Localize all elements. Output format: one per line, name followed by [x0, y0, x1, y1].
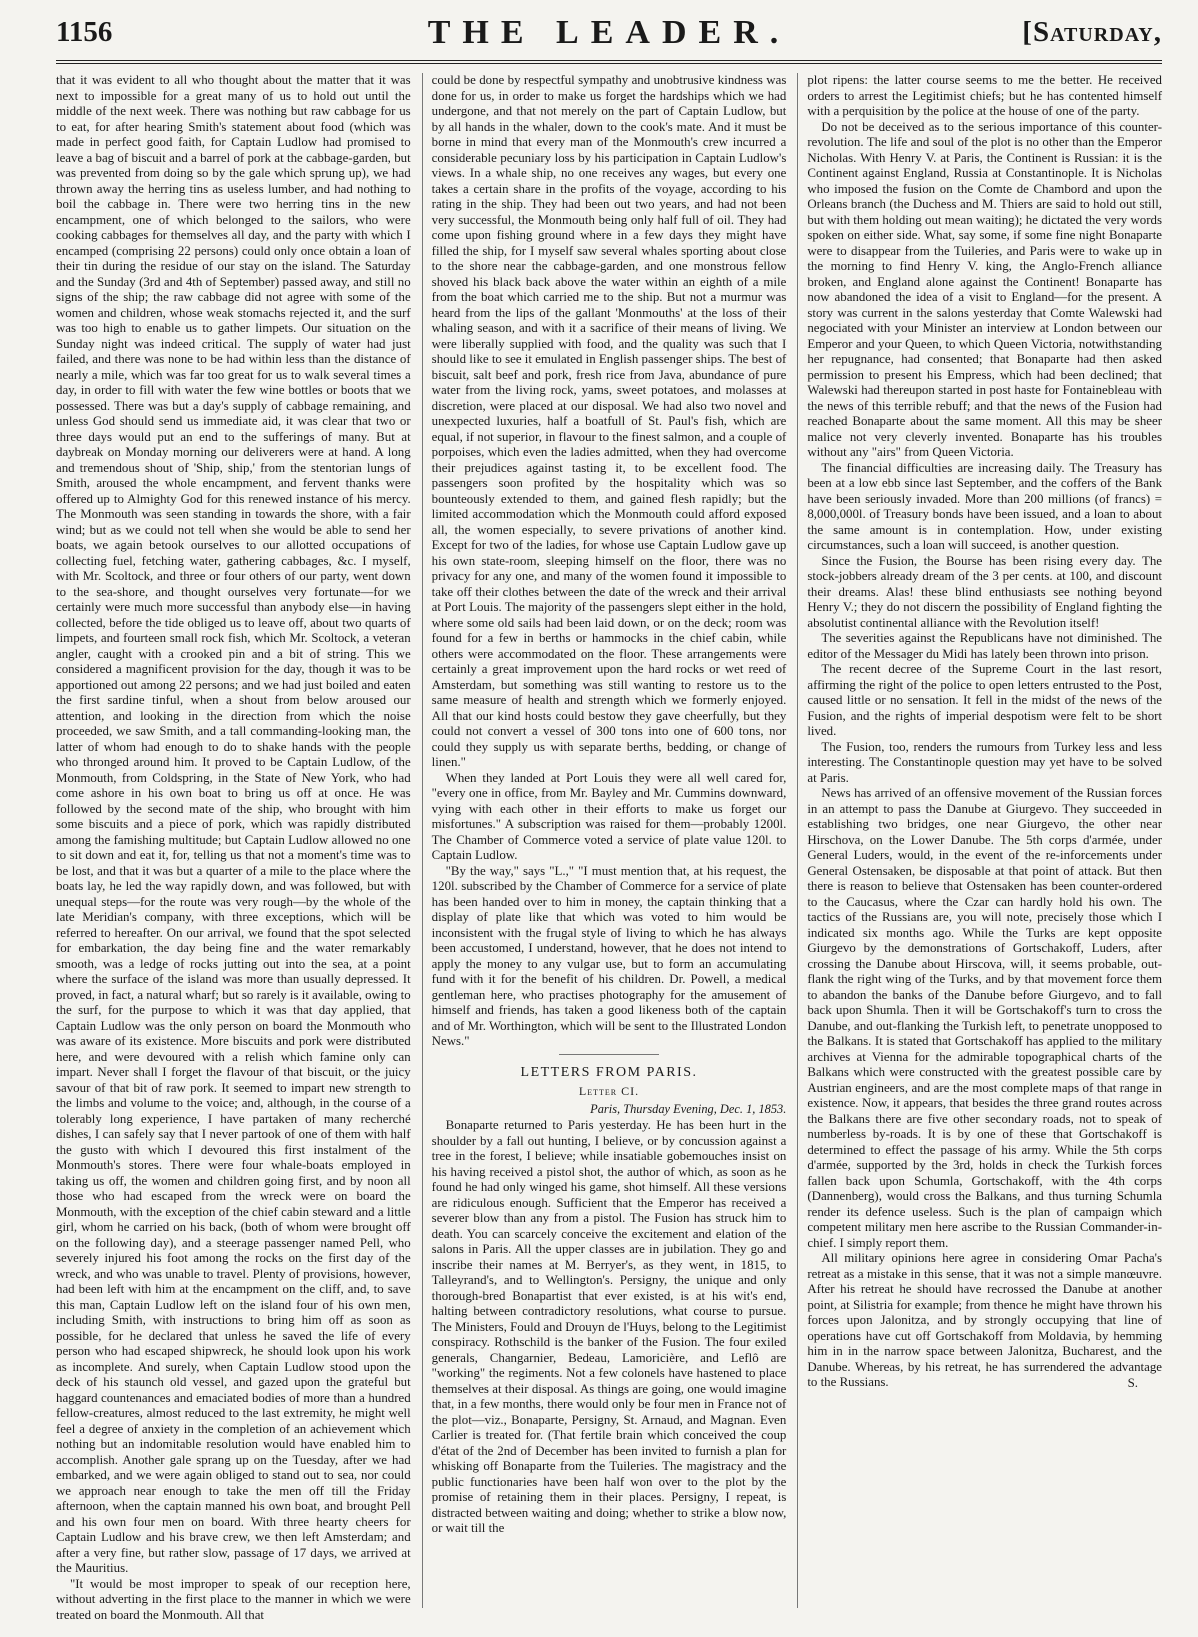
dateline: Paris, Thursday Evening, Dec. 1, 1853. [590, 1101, 787, 1116]
paragraph: The Fusion, too, renders the rumours from Turkey less and less interesting. The Constantinople question may yet have to be solved at Paris. [807, 739, 1163, 785]
paragraph: Since the Fusion, the Bourse has been rising every day. The stock-jobbers already dream of the 3 per cents. at 100, and discount their dreams. Alas! these blind enthusiasts see nothing beyond Henry V.; they do not discern the possibility of England fighting the absolutist continental alliance with the Revolution itself! [807, 553, 1163, 630]
masthead-rule [56, 60, 1162, 64]
paragraph: "It would be most improper to speak of our reception here, without adverting in the first place to the manner in which we were treated on board the Monmouth. All that [56, 1576, 411, 1622]
paragraph: that it was evident to all who thought about the matter that it was next to impossible for a great many of us to hold out until the middle of the next week. There was nothing but raw cabbage for us to eat, for after hearing Smith's statement about food (which was made in perfect good faith, for Captain Ludlow had promised to leave a bag of biscuit and a barrel of pork at the cabbage-garden, but was prevented from doing so by the gale which sprung up), we had thrown away the herring tins as useless lumber, and had nothing to boil the cabbage in. There were two herring tins in the new encampment, one of which belonged to the sailors, who were cooking cabbages for themselves all day, and the party with which I encamped (comprising 22 persons) could only once obtain a loan of their tin during the residue of our stay on the island. The Saturday and the Sunday (3rd and 4th of September) passed away, and still no signs of the ship; the raw cabbage did not agree with some of the women and children, whose weak stomachs rejected it, and the surf was too high to enable us to gather limpets. Our situation on the Sunday night was indeed critical. The supply of water had just failed, and there was none to be had within less than the distance of nearly a mile, which was far too great for us to walk several times a day, in order to fill with water the few wine bottles or boots that we possessed. There was but a day's supply of cabbage remaining, and unless God should send us immediate aid, it was clear that two or three days would put an end to the sufferings of many. But at daybreak on Monday morning our deliverers were at hand. A long and tremendous shout of 'Ship, ship,' from the stentorian lungs of Smith, aroused the whole encampment, and fervent thanks were offered up to Almighty God for this renewed instance of his mercy. The Monmouth was seen standing in towards the shore, with a fair wind; but as we could not tell when she would be able to send her boats, we again betook ourselves to our allotted occupations of collecting fuel, fetching water, gathering cabbages, &c. I myself, with Mr. Scoltock, and three or four others of our party, went down to the sea-shore, and thought ourselves very fortunate—for we certainly were much more successful than anybody else—in having collected, before the tide obliged us to leave off, about two quarts of limpets, and fourteen small rock fish, which Mr. Scoltock, a veteran angler, caught with a crooked pin and a bit of string. This we considered a magnificent provision for the day, though it was to be apportioned out among 22 persons; and we had just boiled and eaten the first sardine tinful, when a shout from below aroused our attention, and looking in the direction from which the noise proceeded, we saw Smith, and a tall commanding-looking man, the latter of whom had enough to do to shake hands with the people who thronged around him. It proved to be Captain Ludlow, of the Monmouth, from Coldspring, in the State of New York, who had come ashore in his own boat to bring us off at once. He was followed by the second mate of the ship, who brought with him some biscuits and a piece of pork, which was rapidly distributed among the famishing multitude; but Captain Ludlow allowed no one to sit down and eat it, for, telling us that not a moment's time was to be lost, and that it was but a quarter of a mile to the place where the boats lay, he led the way rapidly down, and was followed, but with unequal steps—for the route was very rough—by the whole of the late Meridian's company, with three exceptions, which will be referred to hereafter. On our arrival, we found that the spot selected for embarkation, the day being fine and the water remarkably smooth, was a ledge of rocks jutting out into the sea, at a point where the surface of the island was more than usually depressed. It proved, in fact, a natural wharf; but so rarely is it available, owing to the surf, for the purpose to which it was that day applied, that Captain Ludlow was the only person on board the Monmouth who was aware of its existence. More biscuits and pork were distributed here, and were devoured with a relish which famine only can impart. Never shall I forget the flavour of that biscuit, or the juicy savour of that bit of raw pork. It seemed to impart new strength to the limbs and volume to the voice; and, although, in the course of a tolerably long experience, I have partaken of many recherché dishes, I can safely say that I never partook of one of them with half the gusto with which I devoured this first instalment of the Monmouth's stores. There were four whale-boats employed in taking us off, the women and children going first, and by noon all those who had escaped from the wreck were on board the Monmouth, with the exception of the chief cabin steward and a little girl, whom he carried on his back, (both of whom were brought off on the following day), and a steerage passenger named Pell, who severely injured his foot among the rocks on the first day of the wreck, and who was unable to travel. Plenty of provisions, however, had been left with him at the encampment on the cliff, and, to save this man, Captain Ludlow left on the island four of his own men, including Smith, with instructions to bring him off as soon as possible, for he declared that unless he saved the life of every person who had escaped shipwreck, he should look upon his work as incomplete. And surely, when Captain Ludlow stood upon the deck of his staunch old vessel, and gazed upon the grateful but haggard countenances and emaciated bodies of more than a hundred fellow-creatures, almost reduced to the last extremity, he might well feel a degree of anxiety in the completion of an achievement which nothing but an indomitable resolution would have enabled him to accomplish. Another gale sprang up on the Tuesday, after we had embarked, and we were again obliged to stand out to sea, nor could we approach near enough to take the men off till the Friday afternoon, when the captain manned his own boat, and brought Pell and his own four men on board. With three hearty cheers for Captain Ludlow and his brave crew, we then left Amsterdam; and after a very fine, but rather slow, passage of 17 days, we arrived at the Mauritius. [56, 73, 411, 1575]
paragraph: News has arrived of an offensive movement of the Russian forces in an attempt to pass the Danube at Giurgevo. They succeeded in establishing two bridges, one near Giurgevo, the other near Hirschova, on the Lower Danube. The 5th corps d'armée, under General Luders, would, in the event of the re-inforcements under General Ostensaken, be disposable at that point of attack. But then there is reason to believe that Ostensaken has been counter-ordered to the Caucasus, where the Czar can hardly hold his own. The tactics of the Russians are, you will note, precisely those which I indicated six months ago. While the Turks are kept opposite Giurgevo by the demonstrations of Gortschakoff, Luders, after crossing the Danube about Hirscova, will, it seems probable, out-flank the right wing of the Turks, and by that movement force them to abandon the banks of the Danube before Giurgevo, and to fall back upon Shumla. Then it will be Gortschakoff's turn to cross the Danube, and out-flanking the Turkish left, to penetrate unopposed to the Balkans. It is stated that Gortschakoff has applied to the military archives at Vienna for the admirable topographical charts of the Balkans which were constructed with the greatest possible care by Austrian engineers, and are the most complete maps of that range in existence. Now, it appears, that besides the three grand routes across the Balkans there are five other secondary roads, not to speak of numberless by-roads. It is by one of these that Gortschakoff is determined to effect the passage of his army. While the 5th corps d'armée, supported by the 3rd, holds in check the Turkish forces fallen back upon Schumla, Gortschakoff, with the 4th corps (Dannenberg), would cross the Balkans, and thus turning Schumla render its defence useless. Such is the plan of campaign which competent military men here ascribe to the Russian Commander-in-chief. I simply report them. [807, 786, 1163, 1250]
newspaper-title: THE LEADER. [427, 14, 791, 51]
section-divider [559, 1054, 659, 1055]
page-number: 1156 [56, 16, 113, 48]
paragraph: plot ripens: the latter course seems to me the better. He received orders to arrest the Legitimist chiefs; but he has contented himself with a perquisition by the police at the house of one of the party. [807, 73, 1163, 118]
paragraph: could be done by respectful sympathy and unobtrusive kindness was done for us, in order to make us forget the hardships which we had undergone, and that not merely on the part of Captain Ludlow, but by all hands in the whaler, down to the cook's mate. And it must be borne in mind that every man of the Monmouth's crew incurred a considerable pecuniary loss by his participation in Captain Ludlow's views. In a whale ship, no one receives any wages, but every one takes a certain share in the profits of the voyage, according to his rating in the ship. They had been out two years, and had not been very successful, the Monmouth being only half full of oil. They had come upon fishing ground where in a few days they might have filled the ship, for I myself saw several whales sporting about close to the shore near the cabbage-garden, and one monstrous fellow shoved his black back above the water within an eighth of a mile from the boat which carried me to the ship. But not a murmur was heard from the lips of the gallant 'Monmouths' at the loss of their whaling season, and with it a sacrifice of their means of living. We were liberally supplied with food, and the quality was such that I should like to see it emulated in English passenger ships. The best of biscuit, salt beef and pork, fresh rice from Java, abundance of pure water from the living rock, yams, sweet potatoes, and molasses at discretion, were placed at our disposal. We had also two novel and unexpected luxuries, half a boatfull of St. Paul's fish, which are equal, if not superior, in flavour to the finest salmon, and a couple of porpoises, which even the ladies admitted, when they had overcome their prejudices against tasting it, to be excellent food. The passengers soon profited by the hospitality which was so bounteously extended to them, and gained flesh rapidly; but the limited accommodation which the Monmouth could afford exposed all, the women especially, to severe privations of another kind. Except for two of the ladies, for whose use Captain Ludlow gave up his own state-room, sleeping himself on the floor, there was no privacy for any one, and many of the women found it impossible to take off their clothes between the date of the wreck and their arrival at Port Louis. The majority of the passengers slept either in the hold, where some old sails had been laid down, or on the deck; room was found for a few in berths or hammocks in the chief cabin, while others were accommodated on the floor. These arrangements were certainly a great improvement upon the hard rocks or wet reed of Amsterdam, but something was still wanting to restore us to the same measure of health and strength which we formerly enjoyed. All that our kind hosts could bestow they gave cheerfully, but they could not convert a vessel of 300 tons into one of 600 tons, nor could they supply us with separate berths, bedding, or change of linen." [431, 73, 787, 769]
letter-number: Letter CI. [578, 1084, 640, 1098]
signoff: S. [1127, 1375, 1139, 1390]
paragraph: The recent decree of the Supreme Court in the last resort, affirming the right of the police to open letters entrusted to the Post, caused little or no sensation. It fell in the midst of the news of the Fusion, and the rights of imperial despotism were felt to be short lived. [807, 662, 1163, 738]
column-2 [422, 73, 787, 1608]
paragraph: Do not be deceived as to the serious importance of this counter-revolution. The life and soul of the plot is no other than the Emperor Nicholas. With Henry V. at Paris, the Continent is Russian: it is the Continent against England, Russia at Constantinople. It is Nicholas who imposed the fusion on the Comte de Chambord and upon the Orleans branch (the Duchess and M. Thiers are said to hold out still, but with them holding out mean waiting); he dictated the very words spoken on either side. What, say some, if some fine night Bonaparte were to disappear from the Tuileries, and Paris were to wake up in the morning to find Henry V. king, the Anglo-French alliance broken, and England alone against the Continent! Bonaparte has now abandoned the idea of a visit to England—for the present. A story was current in the salons yesterday that Comte Walewski had negociated with your Minister an interview at London between our Emperor and your Queen, to which Queen Victoria, notwithstanding her repugnance, had consented; that Bonaparte had then asked permission to present his Empress, which had been declined; that Walewski had thereupon started in post haste for Fontainebleau with the news of this terrible rebuff; and that the news of the Fusion had reached Bonaparte about the same moment. All this may be sheer malice not very cleverly invented. Bonaparte has his troubles without any "airs" from Queen Victoria. [807, 119, 1163, 459]
section-heading: LETTERS FROM PARIS. [520, 1064, 698, 1080]
paragraph: The severities against the Republicans have not diminished. The editor of the Messager du Midi has lately been thrown into prison. [807, 631, 1163, 661]
column-1 [56, 73, 411, 1622]
paragraph: Bonaparte returned to Paris yesterday. He has been hurt in the shoulder by a fall out hunting, I believe, or by concussion against a tree in the forest, I believe; while insatiable gobemouches insist on his having received a pistol shot, the author of which, as soon as he found he had only winged his game, shot himself. All these versions are ridiculous enough. Sufficient that the Emperor has received a severer blow than any from a pistol. The Fusion has struck him to death. You can scarcely conceive the excitement and elation of the salons in Paris. All the upper classes are in jubilation. They go and inscribe their names at M. Berryer's, as they went, in 1815, to Talleyrand's, and to Wellington's. Persigny, the unique and only thorough-bred Bonapartist that ever existed, is at his wit's end, halting between contradictory resolutions, what course to pursue. The Ministers, Fould and Drouyn de l'Huys, belong to the Legitimist conspiracy. Rothschild is the banker of the Fusion. The four exiled generals, Changarnier, Bedeau, Lamoricière, and Leflô are "working" the regiments. Not a few colonels have hastened to place themselves at their disposal. As things are going, one would imagine that, in a few months, there would only be four men in France not of the plot—viz., Bonaparte, Persigny, St. Arnaud, and Magnan. Even Carlier is treated for. (That fertile brain which conceived the coup d'état of the 2nd of December has been invited to furnish a plan for whisking off Bonaparte from the Tuileries. The magistracy and the public functionaries have been half won over to the plot by the promise of retaining them in their places. Persigny, I repeat, is distracted between waiting and doing; whether to strike a blow now, or wait till the [431, 1118, 787, 1535]
paragraph: The financial difficulties are increasing daily. The Treasury has been at a low ebb since last September, and the coffers of the Bank have been seriously invaded. More than 200 millions (of francs) = 8,000,000l. of Treasury bonds have been issued, and a loan to about the same amount is in contemplation. How, under existing circumstances, such a loan will succeed, is another question. [807, 460, 1163, 552]
column-3 [797, 73, 1162, 1608]
paragraph: "By the way," says "L.," "I must mention that, at his request, the 120l. subscribed by the Chamber of Commerce for a service of plate has been handed over to him in money, the captain thinking that a display of plate like that which was voted to him would be inconsistent with the frugal style of living to which he has always been accustomed, I understand, however, that he does not intend to apply the money to any vulgar use, but to form an accumulating fund with it for the benefit of his children. Dr. Powell, a medical gentleman here, who practises photography for the amusement of himself and friends, has taken a good likeness both of the captain and of Mr. Worthington, which will be sent to the Illustrated London News." [431, 863, 787, 1048]
paragraph: When they landed at Port Louis they were all well cared for, "every one in office, from Mr. Bayley and Mr. Cummins downward, vying with each other in their efforts to make us forget our misfortunes." A subscription was raised for them—probably 1200l. The Chamber of Commerce voted a service of plate value 120l. to Captain Ludlow. [431, 770, 787, 862]
issue-day: [Saturday, [1022, 16, 1162, 48]
paragraph: All military opinions here agree in considering Omar Pacha's retreat as a mistake in this sense, that it was not a simple manœuvre. After his retreat he should have recrossed the Danube at another point, at Silistria for example; from thence he might have thrown his forces upon Jalonitza, and by strongly occupying that line of operations have cut off Gortschakoff from Moldavia, by hemming him in in the narrow space between Jalonitza, Bucharest, and the Danube. Whereas, by his retreat, he has surrendered the advantage to the Russians. [807, 1251, 1163, 1389]
masthead [56, 14, 1162, 56]
columns [56, 73, 1163, 1622]
